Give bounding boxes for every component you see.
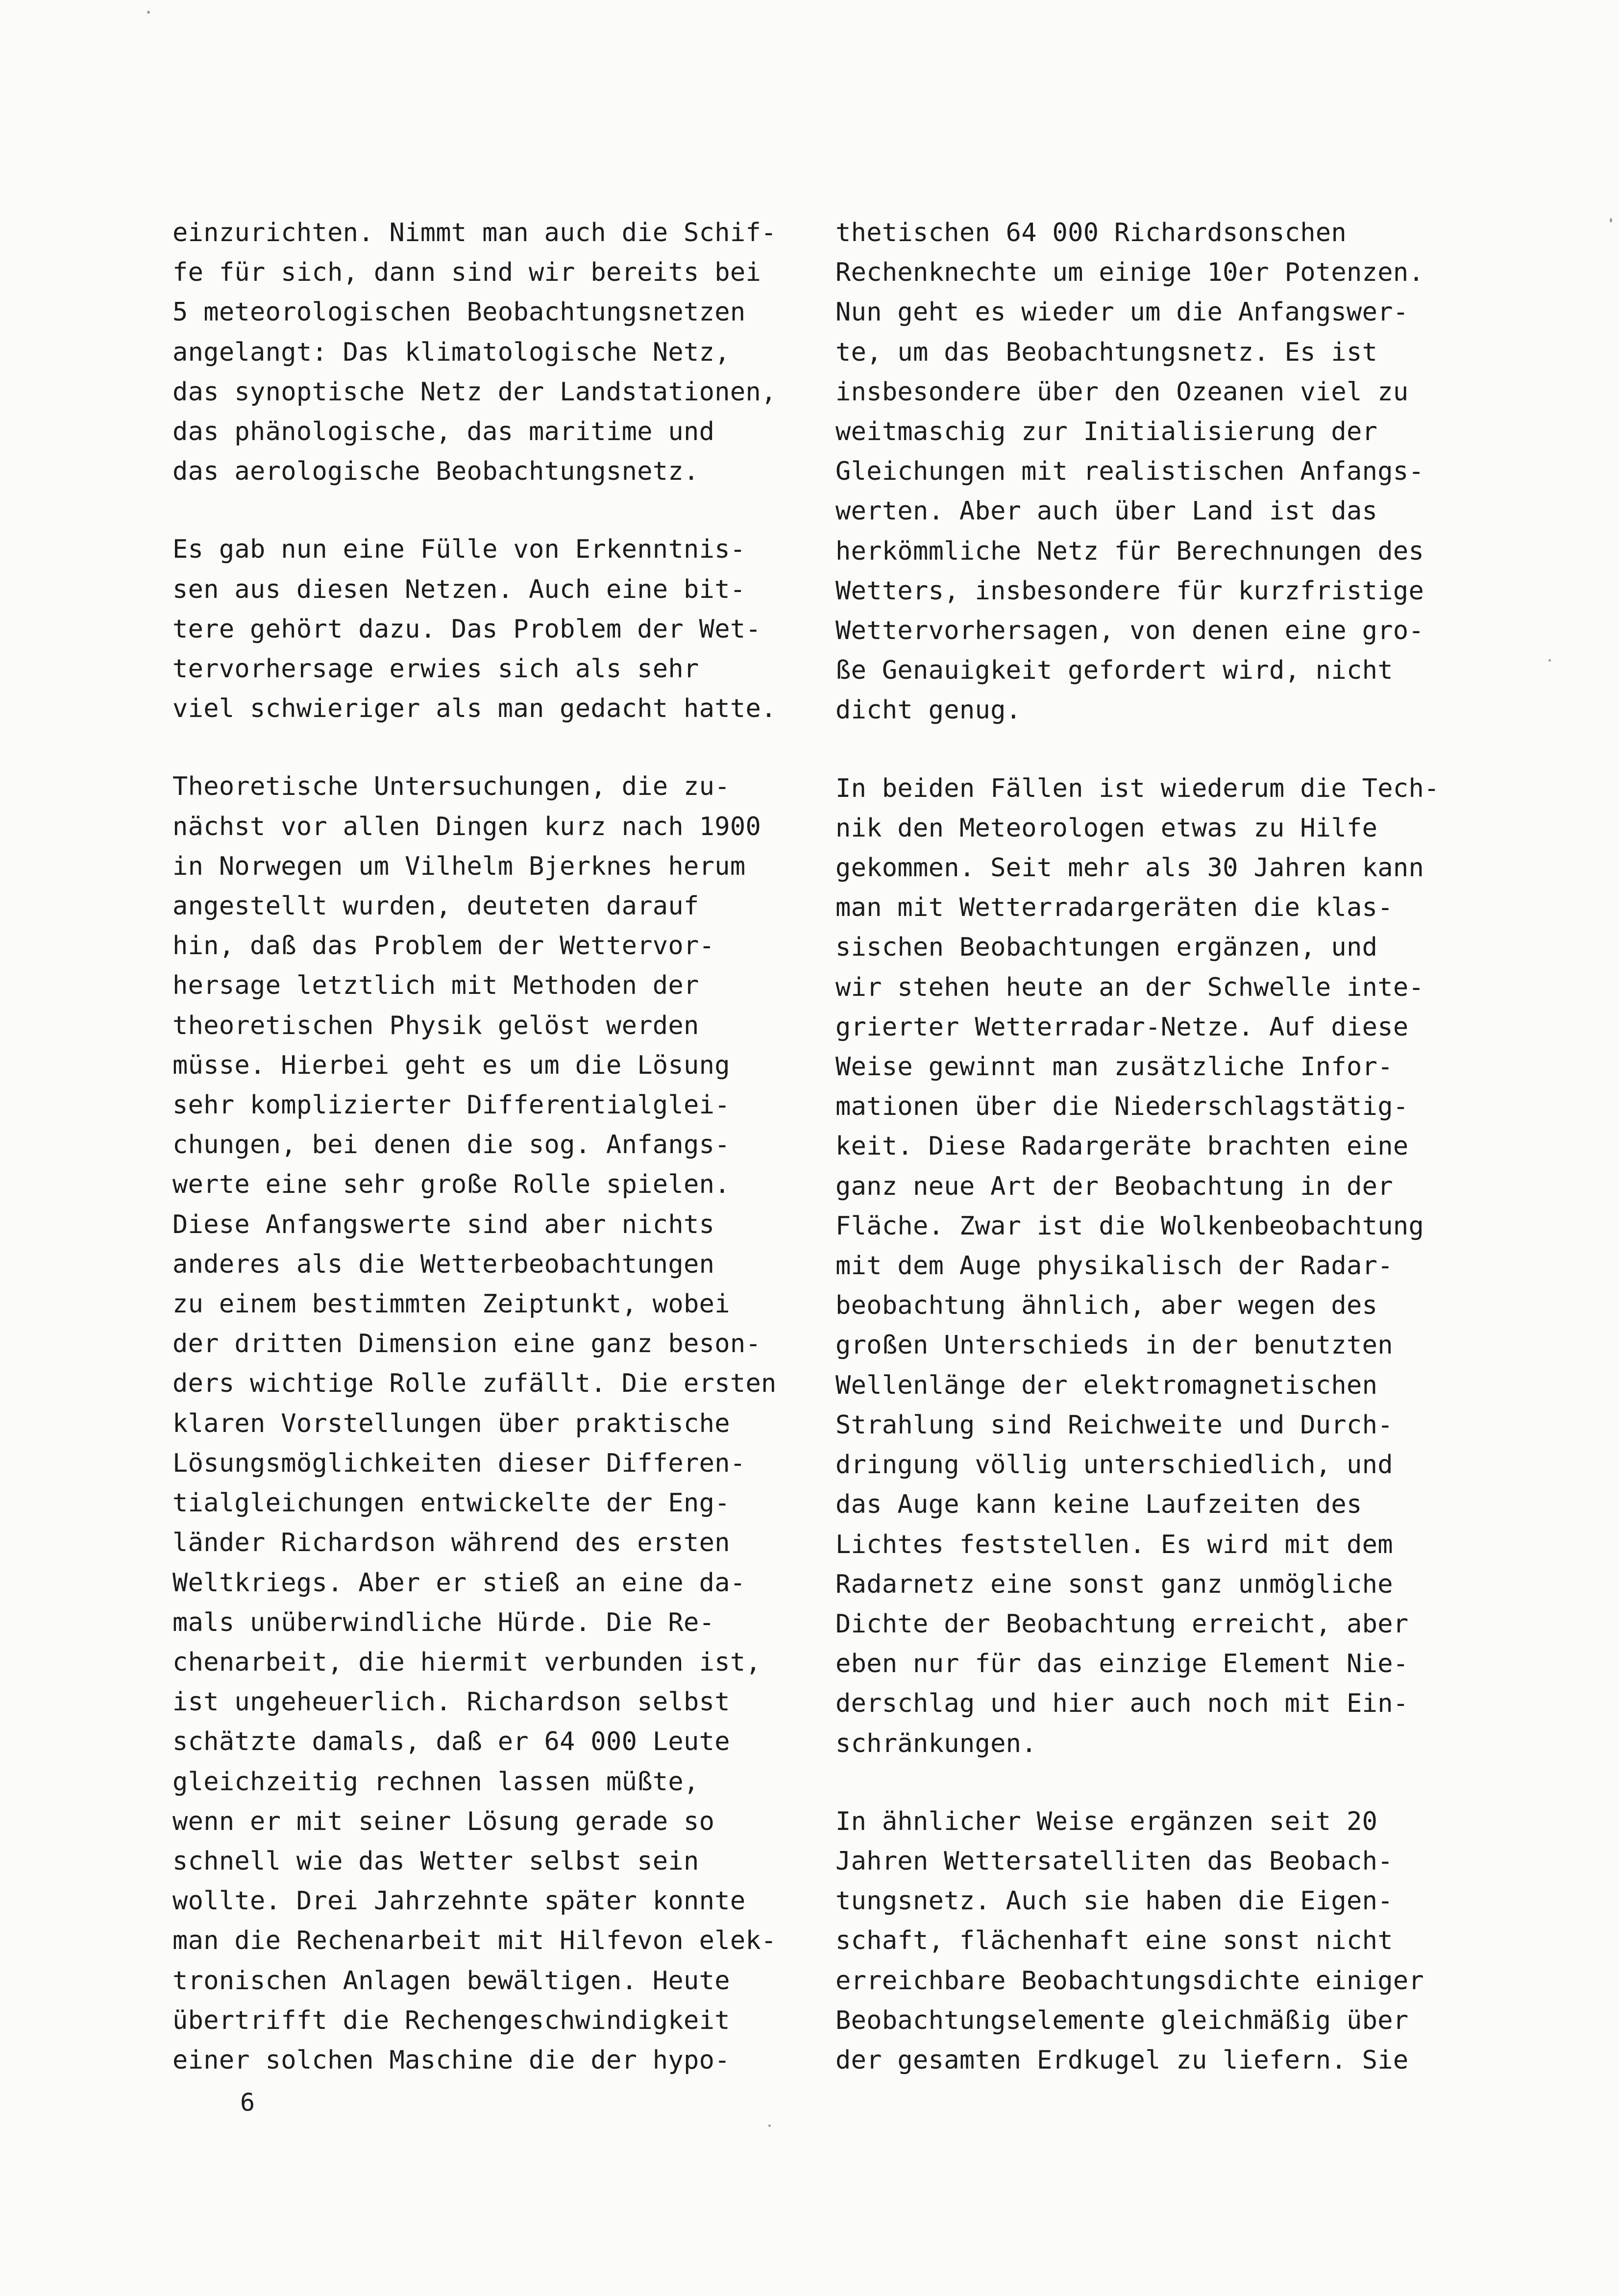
- scan-speck: [768, 2124, 771, 2127]
- text-line: der gesamten Erdkugel zu liefern. Sie: [835, 2045, 1409, 2075]
- text-line: keit. Diese Radargeräte brachten eine: [835, 1132, 1409, 1161]
- text-line: Lichtes feststellen. Es wird mit dem: [835, 1530, 1393, 1559]
- text-line: schränkungen.: [835, 1728, 1037, 1758]
- text-line: nik den Meteorologen etwas zu Hilfe: [835, 813, 1378, 843]
- scan-speck: [1610, 218, 1612, 222]
- scan-speck: [147, 11, 150, 14]
- text-line: mationen über die Niederschlagstätig-: [835, 1092, 1409, 1122]
- page-number: 6: [240, 2088, 255, 2117]
- text-line: mals unüberwindliche Hürde. Die Re-: [172, 1607, 715, 1637]
- text-line: dicht genug.: [835, 695, 1022, 725]
- paragraph: [835, 769, 1502, 1764]
- text-line: schnell wie das Wetter selbst sein: [172, 1846, 699, 1876]
- text-line: Theoretische Untersuchungen, die zu-: [172, 772, 730, 802]
- paragraph: [172, 767, 839, 2080]
- text-line: chungen, bei denen die sog. Anfangs-: [172, 1130, 730, 1160]
- text-line: gekommen. Seit mehr als 30 Jahren kann: [835, 853, 1424, 883]
- text-line: ganz neue Art der Beobachtung in der: [835, 1171, 1393, 1201]
- text-line: Strahlung sind Reichweite und Durch-: [835, 1410, 1393, 1440]
- text-line: nächst vor allen Dingen kurz nach 1900: [172, 812, 761, 841]
- text-line: eben nur für das einzige Element Nie-: [835, 1649, 1409, 1679]
- text-line: das aerologische Beobachtungsnetz.: [172, 457, 699, 487]
- text-line: ist ungeheuerlich. Richardson selbst: [172, 1687, 730, 1717]
- text-line: ße Genauigkeit gefordert wird, nicht: [835, 656, 1393, 686]
- text-line: Jahren Wettersatelliten das Beobach-: [835, 1846, 1393, 1876]
- text-line: Dichte der Beobachtung erreicht, aber: [835, 1609, 1409, 1639]
- text-line: Diese Anfangswerte sind aber nichts: [172, 1210, 715, 1239]
- text-line: schaft, flächenhaft eine sonst nicht: [835, 1926, 1393, 1956]
- text-line: das synoptische Netz der Landstationen,: [172, 377, 777, 407]
- text-line: übertrifft die Rechengeschwindigkeit: [172, 2005, 730, 2035]
- text-line: einer solchen Maschine die der hypo-: [172, 2045, 730, 2075]
- text-line: grierter Wetterradar-Netze. Auf diese: [835, 1012, 1409, 1042]
- text-line: sen aus diesen Netzen. Auch eine bit-: [172, 574, 746, 604]
- text-line: Fläche. Zwar ist die Wolkenbeobachtung: [835, 1211, 1424, 1241]
- text-line: Beobachtungselemente gleichmäßig über: [835, 2005, 1409, 2035]
- paragraph: [172, 530, 839, 729]
- text-line: hersage letztlich mit Methoden der: [172, 971, 699, 1001]
- text-line: schätzte damals, daß er 64 000 Leute: [172, 1727, 730, 1757]
- paragraph: [172, 213, 839, 492]
- right-column: [835, 213, 1502, 2119]
- text-line: Rechenknechte um einige 10er Potenzen.: [835, 258, 1424, 288]
- text-line: der dritten Dimension eine ganz beson-: [172, 1329, 761, 1359]
- text-line: weitmaschig zur Initialisierung der: [835, 417, 1378, 447]
- text-line: werten. Aber auch über Land ist das: [835, 496, 1378, 526]
- text-line: man die Rechenarbeit mit Hilfevon elek-: [172, 1926, 777, 1956]
- text-line: angestellt wurden, deuteten darauf: [172, 891, 699, 921]
- text-line: angelangt: Das klimatologische Netz,: [172, 337, 730, 367]
- text-line: mit dem Auge physikalisch der Radar-: [835, 1251, 1393, 1281]
- text-line: Gleichungen mit realistischen Anfangs-: [835, 457, 1424, 487]
- left-column: [172, 213, 839, 2119]
- text-line: ders wichtige Rolle zufällt. Die ersten: [172, 1369, 777, 1399]
- text-line: werte eine sehr große Rolle spielen.: [172, 1170, 730, 1200]
- text-line: tungsnetz. Auch sie haben die Eigen-: [835, 1886, 1393, 1916]
- text-line: fe für sich, dann sind wir bereits bei: [172, 258, 761, 288]
- text-line: erreichbare Beobachtungsdichte einiger: [835, 1966, 1424, 1996]
- text-line: insbesondere über den Ozeanen viel zu: [835, 377, 1409, 407]
- text-line: In beiden Fällen ist wiederum die Tech-: [835, 773, 1440, 803]
- text-line: derschlag und hier auch noch mit Ein-: [835, 1689, 1409, 1719]
- text-line: länder Richardson während des ersten: [172, 1528, 730, 1558]
- text-line: hin, daß das Problem der Wettervor-: [172, 931, 715, 961]
- text-line: theoretischen Physik gelöst werden: [172, 1011, 699, 1040]
- text-line: tervorhersage erwies sich als sehr: [172, 654, 699, 684]
- text-line: te, um das Beobachtungsnetz. Es ist: [835, 337, 1378, 367]
- text-line: viel schwieriger als man gedacht hatte.: [172, 694, 777, 724]
- text-line: einzurichten. Nimmt man auch die Schif-: [172, 218, 777, 247]
- text-line: anderes als die Wetterbeobachtungen: [172, 1249, 715, 1279]
- text-line: müsse. Hierbei geht es um die Lösung: [172, 1050, 730, 1080]
- text-line: Nun geht es wieder um die Anfangswer-: [835, 297, 1409, 327]
- text-line: sehr komplizierter Differentialglei-: [172, 1090, 730, 1120]
- paragraph: [835, 213, 1502, 731]
- text-line: 5 meteorologischen Beobachtungsnetzen: [172, 297, 746, 327]
- text-line: in Norwegen um Vilhelm Bjerknes herum: [172, 851, 746, 881]
- text-line: tere gehört dazu. Das Problem der Wet-: [172, 614, 761, 644]
- text-line: das phänologische, das maritime und: [172, 417, 715, 447]
- text-line: wollte. Drei Jahrzehnte später konnte: [172, 1886, 746, 1916]
- text-line: wir stehen heute an der Schwelle inte-: [835, 972, 1424, 1002]
- text-line: tialgleichungen entwickelte der Eng-: [172, 1488, 730, 1518]
- text-line: Es gab nun eine Fülle von Erkenntnis-: [172, 535, 746, 565]
- text-line: tronischen Anlagen bewältigen. Heute: [172, 1966, 730, 1996]
- text-line: klaren Vorstellungen über praktische: [172, 1408, 730, 1438]
- text-line: sischen Beobachtungen ergänzen, und: [835, 933, 1378, 963]
- text-line: beobachtung ähnlich, aber wegen des: [835, 1291, 1378, 1321]
- text-line: großen Unterschieds in der benutzten: [835, 1331, 1393, 1360]
- text-line: Wellenlänge der elektromagnetischen: [835, 1370, 1378, 1400]
- paragraph: [835, 1802, 1502, 2080]
- text-line: Radarnetz eine sonst ganz unmögliche: [835, 1569, 1393, 1599]
- text-line: Weise gewinnt man zusätzliche Infor-: [835, 1052, 1393, 1082]
- text-line: man mit Wetterradargeräten die klas-: [835, 893, 1393, 923]
- text-line: Lösungsmöglichkeiten dieser Differen-: [172, 1448, 746, 1478]
- text-line: das Auge kann keine Laufzeiten des: [835, 1490, 1362, 1520]
- text-line: zu einem bestimmten Zeiptunkt, wobei: [172, 1289, 730, 1319]
- text-line: wenn er mit seiner Lösung gerade so: [172, 1806, 715, 1836]
- text-line: Wettervorhersagen, von denen eine gro-: [835, 616, 1424, 646]
- text-line: herkömmliche Netz für Berechnungen des: [835, 536, 1424, 566]
- text-line: chenarbeit, die hiermit verbunden ist,: [172, 1647, 761, 1677]
- scan-speck: [1548, 659, 1551, 662]
- text-line: In ähnlicher Weise ergänzen seit 20: [835, 1806, 1378, 1836]
- text-line: Weltkriegs. Aber er stieß an eine da-: [172, 1568, 746, 1598]
- text-line: Wetters, insbesondere für kurzfristige: [835, 576, 1424, 606]
- text-line: dringung völlig unterschiedlich, und: [835, 1450, 1393, 1480]
- text-line: gleichzeitig rechnen lassen müßte,: [172, 1767, 699, 1797]
- text-line: thetischen 64 000 Richardsonschen: [835, 218, 1347, 247]
